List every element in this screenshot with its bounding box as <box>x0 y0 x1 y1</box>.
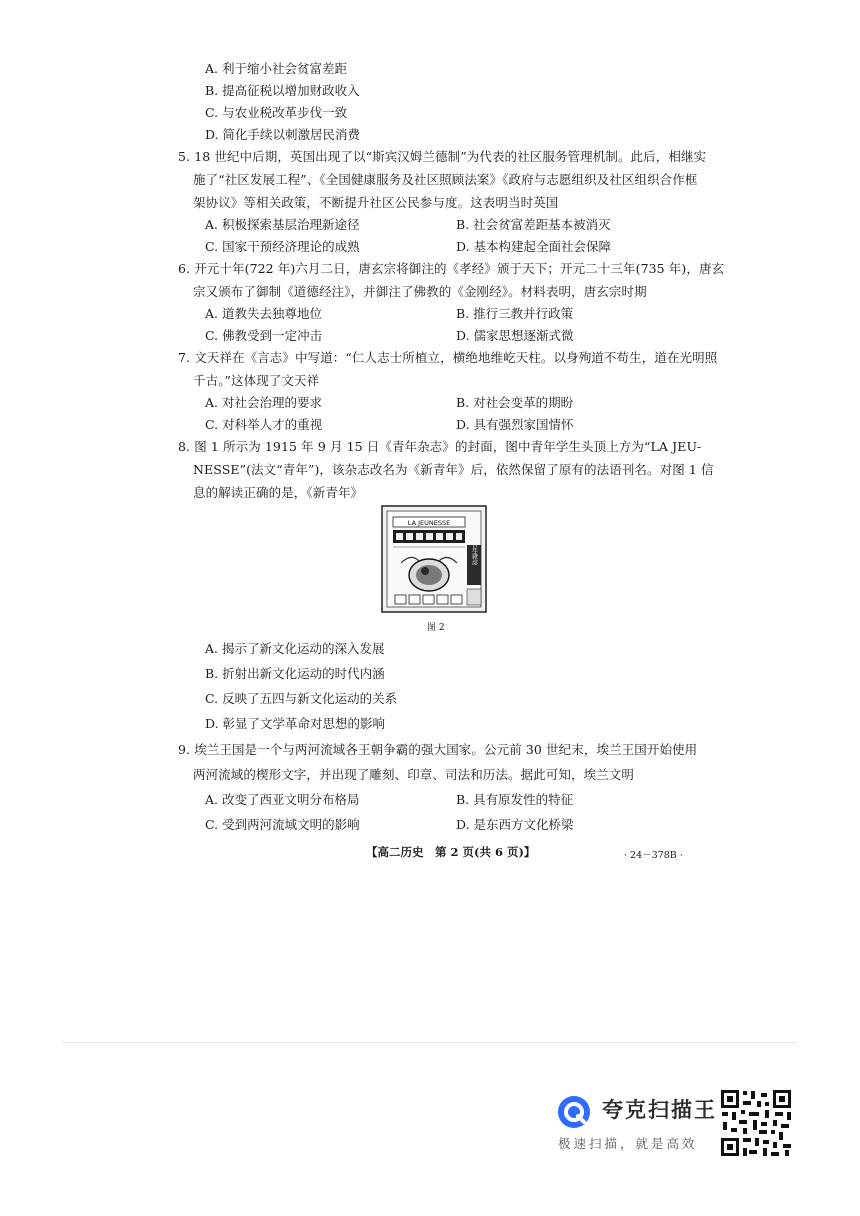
brand-slogan: 极速扫描，就是高效 <box>558 1136 698 1151</box>
q9-stem-line-2: 两河流域的楔形文字，并出现了雕刻、印章、司法和历法。据此可知，埃兰文明 <box>193 767 635 782</box>
q5-option-a: A. 积极探索基层治理新途径 <box>205 217 360 232</box>
figure-masthead-text: LA JEUNESSE <box>407 519 451 527</box>
figure-side-title: 青年雜誌 <box>470 541 478 565</box>
magazine-cover-figure <box>381 505 487 613</box>
q4-option-c: C. 与农业税改革步伐一致 <box>205 105 348 120</box>
q6-option-b: B. 推行三教并行政策 <box>456 306 574 321</box>
q7-stem-line-1: 7. 文天祥在《言志》中写道：“仁人志士所植立，横绝地维屹天柱。以身殉道不苟生，道在光明照 <box>178 350 718 365</box>
q4-option-a: A. 利于缩小社会贫富差距 <box>205 61 347 76</box>
qr-code-icon <box>719 1088 793 1158</box>
q8-stem-line-3: 息的解读正确的是，《新青年》 <box>193 485 364 500</box>
brand-name: 夸克扫描王 <box>602 1098 717 1122</box>
q6-option-a: A. 道教失去独尊地位 <box>205 306 322 321</box>
q4-option-d: D. 简化手续以刺激居民消费 <box>205 127 361 142</box>
figure-caption: 图 2 <box>427 623 445 633</box>
q8-option-a: A. 揭示了新文化运动的深入发展 <box>205 641 385 656</box>
q6-stem-line-1: 6. 开元十年(722 年)六月二日，唐玄宗将御注的《孝经》颁于天下；开元二十三年(735 年)，唐玄 <box>178 261 725 276</box>
q6-option-d: D. 儒家思想逐渐式微 <box>456 328 574 343</box>
q6-stem-line-2: 宗又颁布了御制《道德经注》，并御注了佛教的《金刚经》。材料表明，唐玄宗时期 <box>193 284 647 299</box>
page-footer-code: · 24－378B · <box>624 850 683 861</box>
page-divider <box>62 1042 796 1043</box>
q9-stem-line-1: 9. 埃兰王国是一个与两河流域各王朝争霸的强大国家。公元前 30 世纪末，埃兰王国开始使用 <box>178 742 698 757</box>
q9-option-d: D. 是东西方文化桥梁 <box>456 817 574 832</box>
q5-option-d: D. 基本构建起全面社会保障 <box>456 239 612 254</box>
q5-stem-line-1: 5. 18 世纪中后期，英国出现了以“斯宾汉姆兰德制”为代表的社区服务管理机制。此后，相继实 <box>178 149 707 164</box>
q8-option-b: B. 折射出新文化运动的时代内涵 <box>205 666 385 681</box>
q7-option-b: B. 对社会变革的期盼 <box>456 395 574 410</box>
q5-option-b: B. 社会贫富差距基本被消灭 <box>456 217 611 232</box>
q7-stem-line-2: 千古。”这体现了文天祥 <box>193 373 320 388</box>
q6-option-c: C. 佛教受到一定冲击 <box>205 328 323 343</box>
q8-stem-line-1: 8. 图 1 所示为 1915 年 9 月 15 日《青年杂志》的封面，图中青年学生头顶上方为“LA JEU- <box>178 439 702 454</box>
page-footer-title: 【高二历史 第 2 页(共 6 页)】 <box>366 845 536 859</box>
q9-option-b: B. 具有原发性的特征 <box>456 792 574 807</box>
q5-option-c: C. 国家干预经济理论的成熟 <box>205 239 360 254</box>
q4-option-b: B. 提高征税以增加财政收入 <box>205 83 360 98</box>
q5-stem-line-3: 架协议》等相关政策，不断提升社区公民参与度。这表明当时英国 <box>193 195 559 210</box>
q8-stem-line-2: NESSE”(法文“青年”)，该杂志改名为《新青年》后，依然保留了原有的法语刊名。对图 1 信 <box>193 462 714 477</box>
q7-option-a: A. 对社会治理的要求 <box>205 395 322 410</box>
scanner-watermark <box>556 1090 716 1156</box>
q9-option-a: A. 改变了西亚文明分布格局 <box>205 792 360 807</box>
q8-option-d: D. 彰显了文学革命对思想的影响 <box>205 716 386 731</box>
q7-option-c: C. 对科举人才的重视 <box>205 417 323 432</box>
q5-stem-line-2: 施了“社区发展工程”、《全国健康服务及社区照顾法案》《政府与志愿组织及社区组织合作框 <box>193 172 698 187</box>
q9-option-c: C. 受到两河流域文明的影响 <box>205 817 360 832</box>
q7-option-d: D. 具有强烈家国情怀 <box>456 417 574 432</box>
quark-logo-icon <box>556 1094 592 1130</box>
q8-option-c: C. 反映了五四与新文化运动的关系 <box>205 691 398 706</box>
